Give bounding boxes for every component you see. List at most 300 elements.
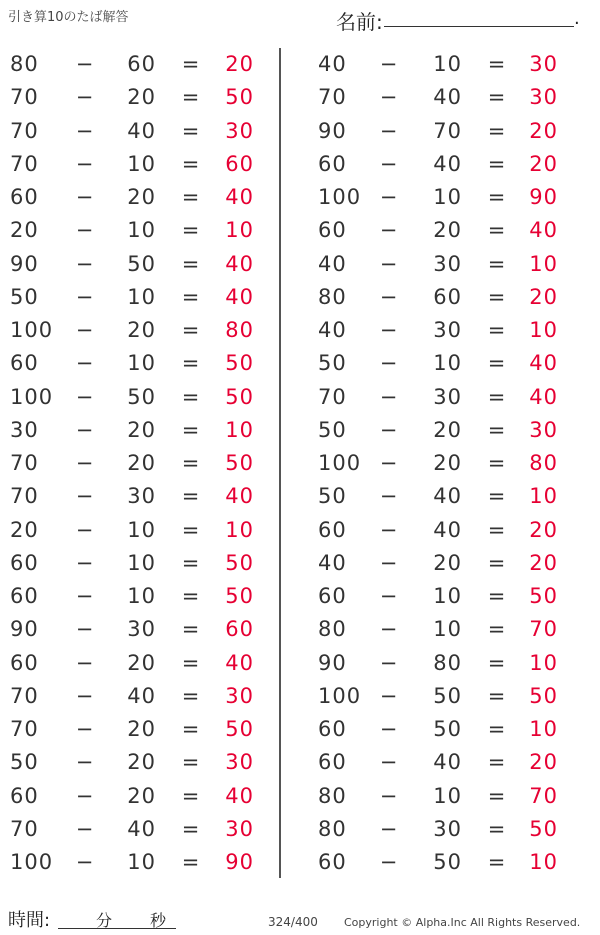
minuend: 100 — [10, 850, 54, 874]
minuend: 50 — [10, 284, 39, 309]
answer: 10 — [529, 484, 558, 509]
equals-sign: = — [487, 185, 507, 209]
minus-sign: − — [379, 151, 399, 176]
equals-sign: = — [487, 617, 507, 642]
minus-sign: − — [75, 750, 95, 775]
minus-sign: − — [75, 118, 95, 143]
subtrahend: 50 — [127, 384, 156, 409]
answer: 50 — [225, 550, 254, 575]
subtrahend: 20 — [433, 451, 462, 475]
minuend: 40 — [318, 550, 347, 575]
minuend: 60 — [10, 584, 39, 608]
equals-sign: = — [181, 218, 201, 243]
minus-sign: − — [75, 717, 95, 741]
subtrahend: 20 — [127, 783, 156, 808]
equals-sign: = — [487, 284, 507, 309]
minuend: 60 — [318, 218, 347, 243]
column-divider — [279, 48, 281, 878]
problem-row — [8, 715, 278, 748]
minuend: 60 — [10, 550, 39, 575]
subtrahend: 30 — [127, 617, 156, 642]
minus-sign: − — [379, 850, 399, 874]
subtrahend: 40 — [127, 683, 156, 708]
name-label: 名前: — [336, 10, 383, 34]
problem-row — [318, 615, 588, 648]
equals-sign: = — [487, 218, 507, 243]
subtrahend: 30 — [433, 816, 462, 841]
subtrahend: 20 — [127, 650, 156, 675]
minus-sign: − — [379, 683, 399, 708]
equals-sign: = — [181, 318, 201, 342]
minus-sign: − — [75, 550, 95, 575]
minuend: 90 — [10, 617, 39, 642]
subtrahend: 20 — [433, 417, 462, 442]
subtrahend: 20 — [127, 750, 156, 775]
answer: 30 — [529, 417, 558, 442]
subtrahend: 20 — [127, 417, 156, 442]
answer: 50 — [529, 816, 558, 841]
problem-row — [8, 349, 278, 382]
subtrahend: 20 — [127, 717, 156, 741]
answer: 40 — [529, 351, 558, 376]
minus-sign: − — [379, 52, 399, 76]
minuend: 50 — [318, 351, 347, 376]
minus-sign: − — [379, 550, 399, 575]
right-problem-column — [318, 50, 588, 881]
answer: 10 — [529, 650, 558, 675]
minus-sign: − — [379, 318, 399, 342]
minuend: 20 — [10, 517, 39, 542]
answer: 30 — [529, 85, 558, 110]
answer: 20 — [529, 284, 558, 309]
equals-sign: = — [181, 384, 201, 409]
minuend: 80 — [318, 617, 347, 642]
minus-sign: − — [379, 417, 399, 442]
subtrahend: 10 — [433, 584, 462, 608]
minus-sign: − — [75, 451, 95, 475]
minuend: 100 — [10, 384, 54, 409]
subtrahend: 40 — [433, 151, 462, 176]
subtrahend: 30 — [433, 251, 462, 276]
minus-sign: − — [379, 251, 399, 276]
minuend: 100 — [10, 318, 54, 342]
subtrahend: 10 — [127, 584, 156, 608]
equals-sign: = — [181, 484, 201, 509]
problem-row — [318, 715, 588, 748]
minuend: 70 — [318, 85, 347, 110]
problem-row — [318, 250, 588, 283]
minuend: 100 — [318, 683, 362, 708]
equals-sign: = — [181, 816, 201, 841]
problem-row — [8, 649, 278, 682]
equals-sign: = — [181, 85, 201, 110]
name-line-end: . — [574, 8, 580, 29]
problem-row — [8, 516, 278, 549]
minus-sign: − — [379, 484, 399, 509]
equals-sign: = — [181, 351, 201, 376]
answer: 20 — [529, 750, 558, 775]
problem-row — [318, 416, 588, 449]
minus-sign: − — [379, 783, 399, 808]
problem-row — [318, 83, 588, 116]
subtrahend: 50 — [127, 251, 156, 276]
equals-sign: = — [487, 783, 507, 808]
problem-row — [318, 682, 588, 715]
problem-row — [318, 482, 588, 515]
answer: 30 — [225, 750, 254, 775]
problem-row — [318, 50, 588, 83]
subtrahend: 40 — [433, 517, 462, 542]
subtrahend: 10 — [127, 351, 156, 376]
answer: 50 — [225, 584, 254, 608]
equals-sign: = — [487, 118, 507, 143]
problem-row — [318, 383, 588, 416]
problem-row — [318, 848, 588, 881]
answer: 40 — [225, 650, 254, 675]
equals-sign: = — [181, 151, 201, 176]
minus-sign: − — [379, 85, 399, 110]
equals-sign: = — [181, 617, 201, 642]
equals-sign: = — [487, 683, 507, 708]
problem-row — [8, 50, 278, 83]
subtrahend: 10 — [433, 52, 462, 76]
minuend: 50 — [318, 417, 347, 442]
problem-row — [318, 183, 588, 216]
minus-sign: − — [75, 251, 95, 276]
subtrahend: 10 — [127, 218, 156, 243]
minus-sign: − — [75, 151, 95, 176]
subtrahend: 20 — [433, 550, 462, 575]
problem-row — [8, 150, 278, 183]
answer: 50 — [225, 384, 254, 409]
answer: 30 — [225, 816, 254, 841]
problem-row — [318, 349, 588, 382]
answer: 40 — [225, 484, 254, 509]
problem-row — [318, 649, 588, 682]
equals-sign: = — [487, 584, 507, 608]
minuend: 100 — [318, 451, 362, 475]
answer: 50 — [225, 451, 254, 475]
minutes-label: 分 — [96, 911, 113, 930]
minuend: 50 — [318, 484, 347, 509]
minuend: 80 — [318, 783, 347, 808]
equals-sign: = — [181, 251, 201, 276]
answer: 10 — [529, 251, 558, 276]
minuend: 70 — [10, 816, 39, 841]
page-number: 324/400 — [268, 915, 318, 929]
equals-sign: = — [181, 517, 201, 542]
answer: 90 — [529, 185, 558, 209]
equals-sign: = — [487, 484, 507, 509]
minus-sign: − — [75, 185, 95, 209]
subtrahend: 10 — [433, 617, 462, 642]
problem-row — [318, 549, 588, 582]
minuend: 70 — [10, 484, 39, 509]
equals-sign: = — [487, 52, 507, 76]
answer: 40 — [225, 284, 254, 309]
minus-sign: − — [75, 284, 95, 309]
problem-row — [8, 83, 278, 116]
subtrahend: 10 — [127, 284, 156, 309]
minuend: 90 — [318, 118, 347, 143]
answer: 50 — [529, 584, 558, 608]
answer: 10 — [529, 850, 558, 874]
equals-sign: = — [181, 451, 201, 475]
subtrahend: 50 — [433, 717, 462, 741]
equals-sign: = — [181, 118, 201, 143]
problem-row — [318, 216, 588, 249]
equals-sign: = — [181, 185, 201, 209]
minuend: 40 — [318, 251, 347, 276]
subtrahend: 60 — [433, 284, 462, 309]
equals-sign: = — [181, 550, 201, 575]
answer: 90 — [225, 850, 254, 874]
answer: 60 — [225, 617, 254, 642]
answer: 30 — [529, 52, 558, 76]
equals-sign: = — [181, 717, 201, 741]
problem-row — [8, 183, 278, 216]
equals-sign: = — [487, 717, 507, 741]
equals-sign: = — [487, 517, 507, 542]
answer: 50 — [529, 683, 558, 708]
problem-row — [8, 416, 278, 449]
answer: 10 — [225, 517, 254, 542]
subtrahend: 50 — [433, 850, 462, 874]
minus-sign: − — [379, 185, 399, 209]
minuend: 70 — [10, 717, 39, 741]
equals-sign: = — [487, 750, 507, 775]
answer: 20 — [529, 550, 558, 575]
answer: 50 — [225, 351, 254, 376]
minus-sign: − — [379, 351, 399, 376]
equals-sign: = — [487, 384, 507, 409]
subtrahend: 40 — [433, 484, 462, 509]
equals-sign: = — [181, 284, 201, 309]
equals-sign: = — [487, 251, 507, 276]
minus-sign: − — [379, 384, 399, 409]
minuend: 40 — [318, 52, 347, 76]
subtrahend: 30 — [433, 384, 462, 409]
minus-sign: − — [75, 517, 95, 542]
minus-sign: − — [379, 218, 399, 243]
subtrahend: 10 — [433, 185, 462, 209]
answer: 50 — [225, 717, 254, 741]
subtrahend: 60 — [127, 52, 156, 76]
problem-row — [318, 150, 588, 183]
minuend: 50 — [10, 750, 39, 775]
subtrahend: 10 — [127, 550, 156, 575]
time-label: 時間: — [8, 910, 51, 931]
equals-sign: = — [487, 816, 507, 841]
minuend: 60 — [318, 850, 347, 874]
minus-sign: − — [75, 650, 95, 675]
minuend: 70 — [318, 384, 347, 409]
answer: 10 — [529, 318, 558, 342]
equals-sign: = — [181, 683, 201, 708]
minuend: 60 — [10, 351, 39, 376]
answer: 20 — [529, 118, 558, 143]
left-problem-column — [8, 50, 278, 881]
answer: 10 — [225, 417, 254, 442]
answer: 80 — [529, 451, 558, 475]
subtrahend: 10 — [127, 850, 156, 874]
subtrahend: 40 — [433, 750, 462, 775]
minuend: 60 — [318, 517, 347, 542]
minuend: 70 — [10, 683, 39, 708]
problem-row — [8, 549, 278, 582]
equals-sign: = — [487, 318, 507, 342]
minuend: 60 — [10, 783, 39, 808]
minuend: 90 — [318, 650, 347, 675]
answer: 40 — [225, 783, 254, 808]
problem-row — [8, 582, 278, 615]
name-input-line[interactable] — [384, 26, 574, 27]
minuend: 70 — [10, 451, 39, 475]
answer: 20 — [529, 517, 558, 542]
equals-sign: = — [181, 417, 201, 442]
worksheet-title: 引き算10のたば解答 — [8, 10, 129, 25]
equals-sign: = — [487, 850, 507, 874]
subtrahend: 10 — [127, 151, 156, 176]
minuend: 70 — [10, 85, 39, 110]
problem-row — [8, 782, 278, 815]
problem-row — [8, 383, 278, 416]
equals-sign: = — [487, 451, 507, 475]
minuend: 80 — [318, 816, 347, 841]
answer: 40 — [225, 185, 254, 209]
minus-sign: − — [75, 617, 95, 642]
equals-sign: = — [487, 417, 507, 442]
minus-sign: − — [75, 85, 95, 110]
answer: 60 — [225, 151, 254, 176]
problem-row — [318, 582, 588, 615]
problem-row — [8, 848, 278, 881]
minuend: 60 — [318, 750, 347, 775]
problem-row — [318, 782, 588, 815]
problem-row — [318, 449, 588, 482]
minuend: 70 — [10, 151, 39, 176]
answer: 20 — [529, 151, 558, 176]
equals-sign: = — [181, 783, 201, 808]
subtrahend: 30 — [127, 484, 156, 509]
subtrahend: 10 — [433, 783, 462, 808]
subtrahend: 20 — [127, 451, 156, 475]
minus-sign: − — [379, 584, 399, 608]
equals-sign: = — [181, 750, 201, 775]
problem-row — [8, 250, 278, 283]
minuend: 60 — [318, 717, 347, 741]
minus-sign: − — [75, 683, 95, 708]
equals-sign: = — [487, 650, 507, 675]
subtrahend: 20 — [127, 185, 156, 209]
minuend: 40 — [318, 318, 347, 342]
problem-row — [8, 748, 278, 781]
equals-sign: = — [181, 584, 201, 608]
equals-sign: = — [181, 650, 201, 675]
answer: 50 — [225, 85, 254, 110]
subtrahend: 40 — [127, 816, 156, 841]
answer: 10 — [529, 717, 558, 741]
subtrahend: 50 — [433, 683, 462, 708]
minus-sign: − — [75, 850, 95, 874]
subtrahend: 80 — [433, 650, 462, 675]
problem-row — [8, 449, 278, 482]
minuend: 100 — [318, 185, 362, 209]
problem-row — [318, 516, 588, 549]
equals-sign: = — [181, 850, 201, 874]
equals-sign: = — [181, 52, 201, 76]
minus-sign: − — [75, 384, 95, 409]
minus-sign: − — [379, 451, 399, 475]
minus-sign: − — [379, 517, 399, 542]
answer: 40 — [529, 218, 558, 243]
subtrahend: 10 — [433, 351, 462, 376]
minus-sign: − — [75, 816, 95, 841]
problem-row — [318, 316, 588, 349]
equals-sign: = — [487, 151, 507, 176]
minus-sign: − — [75, 351, 95, 376]
minuend: 60 — [318, 151, 347, 176]
answer: 10 — [225, 218, 254, 243]
seconds-label: 秒 — [150, 911, 167, 930]
minus-sign: − — [75, 218, 95, 243]
answer: 20 — [225, 52, 254, 76]
problem-row — [8, 216, 278, 249]
problem-row — [8, 682, 278, 715]
minus-sign: − — [379, 650, 399, 675]
minuend: 90 — [10, 251, 39, 276]
minus-sign: − — [75, 318, 95, 342]
subtrahend: 20 — [433, 218, 462, 243]
minus-sign: − — [75, 484, 95, 509]
problem-row — [8, 815, 278, 848]
subtrahend: 20 — [127, 85, 156, 110]
equals-sign: = — [487, 85, 507, 110]
minus-sign: − — [379, 118, 399, 143]
subtrahend: 40 — [127, 118, 156, 143]
problem-row — [8, 482, 278, 515]
subtrahend: 30 — [433, 318, 462, 342]
answer: 30 — [225, 118, 254, 143]
copyright-notice: Copyright © Alpha.Inc All Rights Reserved. — [344, 916, 581, 929]
answer: 40 — [225, 251, 254, 276]
answer: 40 — [529, 384, 558, 409]
subtrahend: 40 — [433, 85, 462, 110]
subtrahend: 20 — [127, 318, 156, 342]
minuend: 80 — [318, 284, 347, 309]
answer: 30 — [225, 683, 254, 708]
minuend: 80 — [10, 52, 39, 76]
minuend: 70 — [10, 118, 39, 143]
problem-row — [318, 815, 588, 848]
problem-row — [8, 117, 278, 150]
problem-row — [8, 283, 278, 316]
problem-row — [318, 117, 588, 150]
problem-row — [8, 615, 278, 648]
minus-sign: − — [379, 750, 399, 775]
minuend: 60 — [318, 584, 347, 608]
minuend: 60 — [10, 650, 39, 675]
minuend: 60 — [10, 185, 39, 209]
minus-sign: − — [75, 417, 95, 442]
minus-sign: − — [75, 783, 95, 808]
minus-sign: − — [379, 617, 399, 642]
minuend: 30 — [10, 417, 39, 442]
minus-sign: − — [379, 284, 399, 309]
answer: 70 — [529, 617, 558, 642]
minuend: 20 — [10, 218, 39, 243]
problem-row — [318, 748, 588, 781]
